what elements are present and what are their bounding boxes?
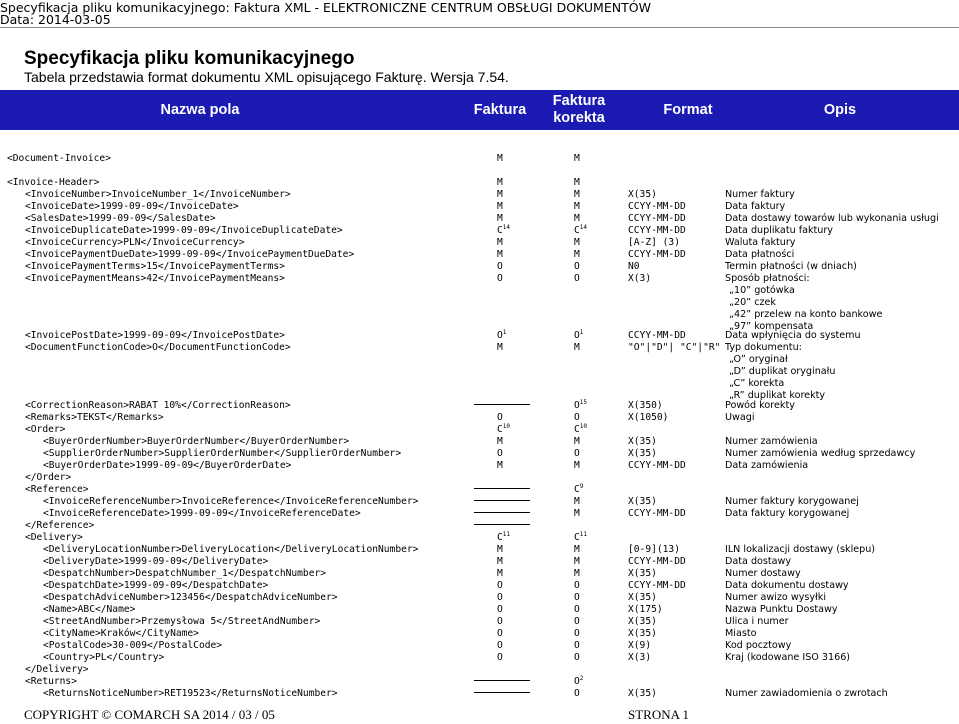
- column-header-korekta: Faktura korekta: [552, 93, 606, 126]
- description-cell: [725, 330, 861, 342]
- description-cell: [725, 688, 888, 700]
- korekta-cell: [574, 436, 580, 448]
- field-name: <InvoiceNumber>InvoiceNumber_1</InvoiceNumber>: [25, 189, 291, 200]
- field-name: <PostalCode>30-009</PostalCode>: [43, 640, 223, 651]
- korekta-cell: [574, 532, 587, 544]
- field-name: <CityName>Kraków</CityName>: [43, 628, 199, 639]
- field-name: <Document-Invoice>: [7, 153, 111, 164]
- field-name: <InvoicePostDate>1999-09-09</InvoicePostDate>: [25, 330, 285, 341]
- korekta-cell-value: M: [574, 249, 580, 260]
- field-name: <Reference>: [25, 484, 89, 495]
- field-name: <InvoiceReferenceNumber>InvoiceReference</InvoiceReferenceNumber>: [43, 496, 419, 507]
- korekta-cell: [574, 592, 580, 604]
- description-line: Numer dostawy: [725, 568, 801, 579]
- field-name: <InvoiceDuplicateDate>1999-09-09</InvoiceDuplicateDate>: [25, 225, 343, 236]
- description-line: „O” oryginał: [729, 354, 788, 365]
- description-line: Powód korekty: [725, 400, 795, 411]
- description-line: „97” kompensata: [729, 321, 814, 332]
- korekta-cell-value: O: [574, 580, 580, 591]
- format-cell: CCYY-MM-DD: [628, 508, 686, 519]
- faktura-cell: [497, 153, 503, 165]
- field-name: <DespatchNumber>DespatchNumber_1</DespatchNumber>: [43, 568, 327, 579]
- korekta-cell-value: O: [574, 640, 580, 651]
- description-cell: [725, 237, 795, 249]
- description-cell: [725, 544, 875, 556]
- faktura-cell: [497, 496, 530, 508]
- description-line: Data płatności: [725, 249, 795, 260]
- faktura-cell: [497, 448, 503, 460]
- faktura-cell-value: M: [497, 556, 503, 567]
- column-header-faktura: Faktura: [473, 101, 527, 118]
- korekta-cell: [574, 676, 583, 688]
- field-name: <DocumentFunctionCode>O</DocumentFunctionCode>: [25, 342, 291, 353]
- faktura-cell-value: O: [497, 580, 503, 591]
- faktura-cell: [497, 604, 503, 616]
- description-line: Ulica i numer: [725, 616, 789, 627]
- faktura-cell-value: O: [497, 604, 503, 615]
- field-name: <DespatchDate>1999-09-09</DespatchDate>: [43, 580, 269, 591]
- korekta-cell-value: M: [574, 189, 580, 200]
- faktura-cell: [497, 652, 503, 664]
- korekta-cell-value: M: [574, 508, 580, 519]
- description-line: Data wpłynięcia do systemu: [725, 330, 861, 341]
- faktura-cell: [497, 676, 530, 688]
- faktura-cell-value: M: [497, 544, 503, 555]
- faktura-cell: [497, 616, 503, 628]
- description-cell: [725, 213, 939, 225]
- korekta-cell: [574, 177, 580, 189]
- faktura-cell: [497, 484, 530, 496]
- faktura-cell-value: O: [497, 640, 503, 651]
- faktura-cell: [497, 237, 503, 249]
- format-cell: X(3): [628, 273, 652, 284]
- korekta-cell: [574, 688, 580, 700]
- description-line: Data dostawy towarów lub wykonania usługi: [725, 213, 939, 224]
- description-cell: [725, 592, 826, 604]
- faktura-cell-value: O: [497, 628, 503, 639]
- field-name: <ReturnsNoticeNumber>RET19523</ReturnsNoticeNumber>: [43, 688, 338, 699]
- faktura-cell-value: O: [497, 592, 503, 603]
- format-cell: X(35): [628, 592, 657, 603]
- format-cell: "O"|"D"| "C"|"R": [628, 342, 721, 353]
- faktura-cell-value: O: [497, 273, 503, 284]
- description-line: Termin płatności (w dniach): [725, 261, 857, 272]
- footer-copyright: COPYRIGHT © COMARCH SA 2014 / 03 / 05: [24, 707, 275, 722]
- korekta-cell-value: M: [574, 544, 580, 555]
- footnote-marker: 10: [502, 423, 511, 430]
- korekta-cell-value: M: [574, 496, 580, 507]
- faktura-cell: [497, 249, 503, 261]
- footnote-marker: 11: [502, 531, 511, 538]
- description-line: Numer awizo wysyłki: [725, 592, 826, 603]
- korekta-cell-value: M: [574, 237, 580, 248]
- header-divider: [0, 27, 959, 28]
- not-applicable-dash: [474, 500, 530, 501]
- field-name: <DespatchAdviceNumber>123456</DespatchAdviceNumber>: [43, 592, 338, 603]
- format-cell: [0-9](13): [628, 544, 680, 555]
- format-cell: X(175): [628, 604, 663, 615]
- korekta-cell-value: O: [574, 261, 580, 272]
- korekta-cell-value: O: [574, 592, 580, 603]
- korekta-cell: [574, 496, 580, 508]
- description-line: Kraj (kodowane ISO 3166): [725, 652, 851, 663]
- field-name: <SupplierOrderNumber>SupplierOrderNumber</SupplierOrderNumber>: [43, 448, 402, 459]
- korekta-cell: [574, 448, 580, 460]
- description-cell: [725, 225, 833, 237]
- faktura-cell: [497, 273, 503, 285]
- format-cell: CCYY-MM-DD: [628, 249, 686, 260]
- faktura-cell-value: C: [497, 424, 503, 435]
- format-cell: CCYY-MM-DD: [628, 201, 686, 212]
- korekta-cell: [574, 568, 580, 580]
- description-line: „C” korekta: [729, 378, 785, 389]
- field-name: <Remarks>TEKST</Remarks>: [25, 412, 164, 423]
- korekta-cell: [574, 273, 580, 285]
- faktura-cell-value: M: [497, 568, 503, 579]
- faktura-cell-value: M: [497, 213, 503, 224]
- format-cell: [A-Z] (3): [628, 237, 680, 248]
- format-cell: X(9): [628, 640, 652, 651]
- korekta-cell-value: M: [574, 568, 580, 579]
- faktura-cell-value: O: [497, 261, 503, 272]
- not-applicable-dash: [474, 488, 530, 489]
- footnote-marker: 1: [579, 329, 584, 336]
- document-header-date: Data: 2014-03-05: [0, 12, 111, 27]
- field-name: <Order>: [25, 424, 66, 435]
- faktura-cell: [497, 640, 503, 652]
- format-cell: N0: [628, 261, 640, 272]
- field-name: <InvoicePaymentMeans>42</InvoicePaymentMeans>: [25, 273, 285, 284]
- faktura-cell-value: M: [497, 460, 503, 471]
- description-line: Numer faktury: [725, 189, 795, 200]
- description-cell: [725, 400, 795, 412]
- korekta-cell-value: M: [574, 153, 580, 164]
- field-name: </Reference>: [25, 520, 95, 531]
- korekta-cell-value: C: [574, 484, 580, 495]
- faktura-cell: [497, 330, 506, 342]
- faktura-cell-value: O: [497, 448, 503, 459]
- faktura-cell: [497, 544, 503, 556]
- korekta-cell: [574, 153, 580, 165]
- format-cell: X(35): [628, 568, 657, 579]
- korekta-cell: [574, 544, 580, 556]
- korekta-cell: [574, 261, 580, 273]
- description-line: Nazwa Punktu Dostawy: [725, 604, 838, 615]
- faktura-cell: [497, 460, 503, 472]
- korekta-cell: [574, 640, 580, 652]
- korekta-cell-value: O: [574, 628, 580, 639]
- format-cell: X(35): [628, 616, 657, 627]
- format-cell: X(3): [628, 652, 652, 663]
- faktura-cell: [497, 424, 510, 436]
- description-line: Numer faktury korygowanej: [725, 496, 859, 507]
- description-line: Typ dokumentu:: [725, 342, 802, 353]
- korekta-cell-value: M: [574, 556, 580, 567]
- description-cell: [725, 652, 850, 664]
- description-cell: [725, 189, 795, 201]
- faktura-cell-value: M: [497, 153, 503, 164]
- field-name: <Returns>: [25, 676, 77, 687]
- description-cell: [725, 616, 789, 628]
- faktura-cell: [497, 688, 530, 700]
- korekta-cell: [574, 616, 580, 628]
- field-name: <BuyerOrderNumber>BuyerOrderNumber</BuyerOrderNumber>: [43, 436, 350, 447]
- faktura-cell: [497, 342, 503, 354]
- description-line: „20” czek: [729, 297, 776, 308]
- description-cell: [725, 496, 859, 508]
- korekta-cell: [574, 424, 587, 436]
- description-cell: [725, 342, 835, 402]
- korekta-cell-value: O: [574, 688, 580, 699]
- faktura-cell-value: M: [497, 436, 503, 447]
- description-cell: [725, 273, 882, 333]
- description-line: Data duplikatu faktury: [725, 225, 833, 236]
- footnote-marker: 11: [579, 531, 588, 538]
- korekta-cell: [574, 342, 580, 354]
- footnote-marker: 14: [579, 224, 588, 231]
- description-cell: [725, 556, 791, 568]
- korekta-cell: [574, 628, 580, 640]
- korekta-cell-value: O: [574, 676, 580, 687]
- description-line: Miasto: [725, 628, 757, 639]
- not-applicable-dash: [474, 512, 530, 513]
- faktura-cell: [497, 556, 503, 568]
- field-name: <DeliveryLocationNumber>DeliveryLocation</DeliveryLocationNumber>: [43, 544, 419, 555]
- not-applicable-dash: [474, 680, 530, 681]
- korekta-cell: [574, 580, 580, 592]
- faktura-cell: [497, 508, 530, 520]
- format-cell: CCYY-MM-DD: [628, 213, 686, 224]
- description-line: Sposób płatności:: [725, 273, 810, 284]
- description-cell: [725, 460, 808, 472]
- field-name: <Invoice-Header>: [7, 177, 100, 188]
- page-footer: [0, 706, 959, 724]
- korekta-cell-value: M: [574, 177, 580, 188]
- korekta-cell: [574, 189, 580, 201]
- format-cell: CCYY-MM-DD: [628, 330, 686, 341]
- korekta-cell-value: M: [574, 201, 580, 212]
- description-cell: [725, 201, 785, 213]
- table-header: [0, 90, 959, 130]
- korekta-cell: [574, 225, 587, 237]
- format-cell: X(35): [628, 628, 657, 639]
- field-name: </Order>: [25, 472, 72, 483]
- description-cell: [725, 436, 818, 448]
- faktura-cell: [497, 201, 503, 213]
- footnote-marker: 9: [579, 483, 584, 490]
- faktura-cell-value: O: [497, 616, 503, 627]
- korekta-cell: [574, 652, 580, 664]
- column-header-opis: Opis: [823, 101, 857, 118]
- faktura-cell: [497, 261, 503, 273]
- description-cell: [725, 604, 838, 616]
- korekta-cell-value: O: [574, 273, 580, 284]
- footnote-marker: 2: [579, 675, 584, 682]
- description-line: „42” przelew na konto bankowe: [729, 309, 883, 320]
- faktura-cell: [497, 177, 503, 189]
- faktura-cell: [497, 532, 510, 544]
- faktura-cell: [497, 436, 503, 448]
- not-applicable-dash: [474, 404, 530, 405]
- field-name: <BuyerOrderDate>1999-09-09</BuyerOrderDate>: [43, 460, 292, 471]
- korekta-cell-value: M: [574, 436, 580, 447]
- korekta-cell: [574, 249, 580, 261]
- footnote-marker: 1: [502, 329, 507, 336]
- not-applicable-dash: [474, 524, 530, 525]
- faktura-cell: [497, 568, 503, 580]
- faktura-cell-value: M: [497, 201, 503, 212]
- description-line: Numer zamówienia: [725, 436, 818, 447]
- faktura-cell-value: M: [497, 342, 503, 353]
- faktura-cell-value: O: [497, 330, 503, 341]
- field-name: <InvoiceDate>1999-09-09</InvoiceDate>: [25, 201, 239, 212]
- korekta-cell: [574, 604, 580, 616]
- description-line: „D” duplikat oryginału: [729, 366, 836, 377]
- faktura-cell: [497, 189, 503, 201]
- description-line: Data dostawy: [725, 556, 792, 567]
- korekta-cell-value: O: [574, 412, 580, 423]
- korekta-cell: [574, 460, 580, 472]
- format-cell: X(35): [628, 448, 657, 459]
- format-cell: X(1050): [628, 412, 669, 423]
- korekta-cell: [574, 556, 580, 568]
- field-name: <InvoicePaymentDueDate>1999-09-09</InvoicePaymentDueDate>: [25, 249, 355, 260]
- description-cell: [725, 412, 755, 424]
- document-header-title: Specyfikacja pliku komunikacyjnego: Faktura XML - ELEKTRONICZNE CENTRUM OBSŁUGI DOKUMENTÓW: [0, 0, 651, 15]
- description-line: Data faktury korygowanej: [725, 508, 850, 519]
- korekta-cell-value: C: [574, 532, 580, 543]
- faktura-cell: [497, 400, 530, 412]
- description-line: Data dokumentu dostawy: [725, 580, 849, 591]
- korekta-cell-value: O: [574, 616, 580, 627]
- column-header-name: Nazwa pola: [160, 101, 240, 118]
- format-cell: X(350): [628, 400, 663, 411]
- page-subtitle: Tabela przedstawia format dokumentu XML opisującego Fakturę. Wersja 7.54.: [24, 69, 509, 85]
- format-cell: X(35): [628, 496, 657, 507]
- description-line: Kod pocztowy: [725, 640, 792, 651]
- faktura-cell-value: M: [497, 189, 503, 200]
- faktura-cell: [497, 225, 510, 237]
- korekta-cell-value: O: [574, 330, 580, 341]
- description-line: Numer zawiadomienia o zwrotach: [725, 688, 888, 699]
- korekta-cell: [574, 508, 580, 520]
- description-line: Numer zamówienia według sprzedawcy: [725, 448, 916, 459]
- description-line: Waluta faktury: [725, 237, 796, 248]
- faktura-cell-value: M: [497, 249, 503, 260]
- page-title: Specyfikacja pliku komunikacyjnego: [24, 48, 355, 69]
- description-line: Data faktury: [725, 201, 786, 212]
- korekta-cell-value: M: [574, 342, 580, 353]
- korekta-cell: [574, 484, 583, 496]
- description-line: „R” duplikat korekty: [729, 390, 826, 401]
- faktura-cell-value: C: [497, 225, 503, 236]
- field-name: <CorrectionReason>RABAT 10%</CorrectionReason>: [25, 400, 291, 411]
- faktura-cell-value: O: [497, 412, 503, 423]
- korekta-cell-value: M: [574, 213, 580, 224]
- field-name: <DeliveryDate>1999-09-09</DeliveryDate>: [43, 556, 269, 567]
- field-name: <Name>ABC</Name>: [43, 604, 136, 615]
- korekta-cell-value: C: [574, 225, 580, 236]
- korekta-cell-value: C: [574, 424, 580, 435]
- korekta-cell: [574, 330, 583, 342]
- field-name: <InvoiceReferenceDate>1999-09-09</InvoiceReferenceDate>: [43, 508, 361, 519]
- format-cell: X(35): [628, 436, 657, 447]
- footnote-marker: 15: [579, 399, 588, 406]
- description-line: ILN lokalizacji dostawy (sklepu): [725, 544, 876, 555]
- field-name: <InvoiceCurrency>PLN</InvoiceCurrency>: [25, 237, 245, 248]
- description-cell: [725, 580, 849, 592]
- format-cell: CCYY-MM-DD: [628, 556, 686, 567]
- format-cell: CCYY-MM-DD: [628, 225, 686, 236]
- faktura-cell-value: C: [497, 532, 503, 543]
- faktura-cell: [497, 592, 503, 604]
- faktura-cell-value: M: [497, 237, 503, 248]
- footnote-marker: 10: [579, 423, 588, 430]
- description-cell: [725, 508, 849, 520]
- korekta-cell-value: O: [574, 448, 580, 459]
- korekta-cell-value: O: [574, 604, 580, 615]
- description-cell: [725, 568, 801, 580]
- footer-page-number: STRONA 1: [628, 707, 690, 722]
- korekta-cell: [574, 400, 587, 412]
- field-name: <StreetAndNumber>Przemysłowa 5</StreetAndNumber>: [43, 616, 321, 627]
- faktura-cell-value: O: [497, 652, 503, 663]
- faktura-cell: [497, 628, 503, 640]
- field-name: <Country>PL</Country>: [43, 652, 165, 663]
- description-line: Data zamówienia: [725, 460, 809, 471]
- format-cell: X(35): [628, 688, 657, 699]
- korekta-cell-value: O: [574, 400, 580, 411]
- korekta-cell-value: O: [574, 652, 580, 663]
- not-applicable-dash: [474, 692, 530, 693]
- description-cell: [725, 628, 756, 640]
- faktura-cell: [497, 580, 503, 592]
- field-name: <SalesDate>1999-09-09</SalesDate>: [25, 213, 216, 224]
- column-header-format: Format: [663, 101, 713, 118]
- format-cell: CCYY-MM-DD: [628, 580, 686, 591]
- field-name: </Delivery>: [25, 664, 89, 675]
- korekta-cell: [574, 237, 580, 249]
- description-cell: [725, 249, 794, 261]
- faktura-cell-value: M: [497, 177, 503, 188]
- description-cell: [725, 640, 791, 652]
- korekta-cell: [574, 201, 580, 213]
- description-cell: [725, 448, 915, 460]
- field-name: <Delivery>: [25, 532, 83, 543]
- description-line: „10” gotówka: [729, 285, 795, 296]
- description-line: Uwagi: [725, 412, 755, 423]
- description-cell: [725, 261, 857, 273]
- format-cell: X(35): [628, 189, 657, 200]
- footnote-marker: 14: [502, 224, 511, 231]
- korekta-cell-value: M: [574, 460, 580, 471]
- format-cell: CCYY-MM-DD: [628, 460, 686, 471]
- field-name: <InvoicePaymentTerms>15</InvoicePaymentTerms>: [25, 261, 285, 272]
